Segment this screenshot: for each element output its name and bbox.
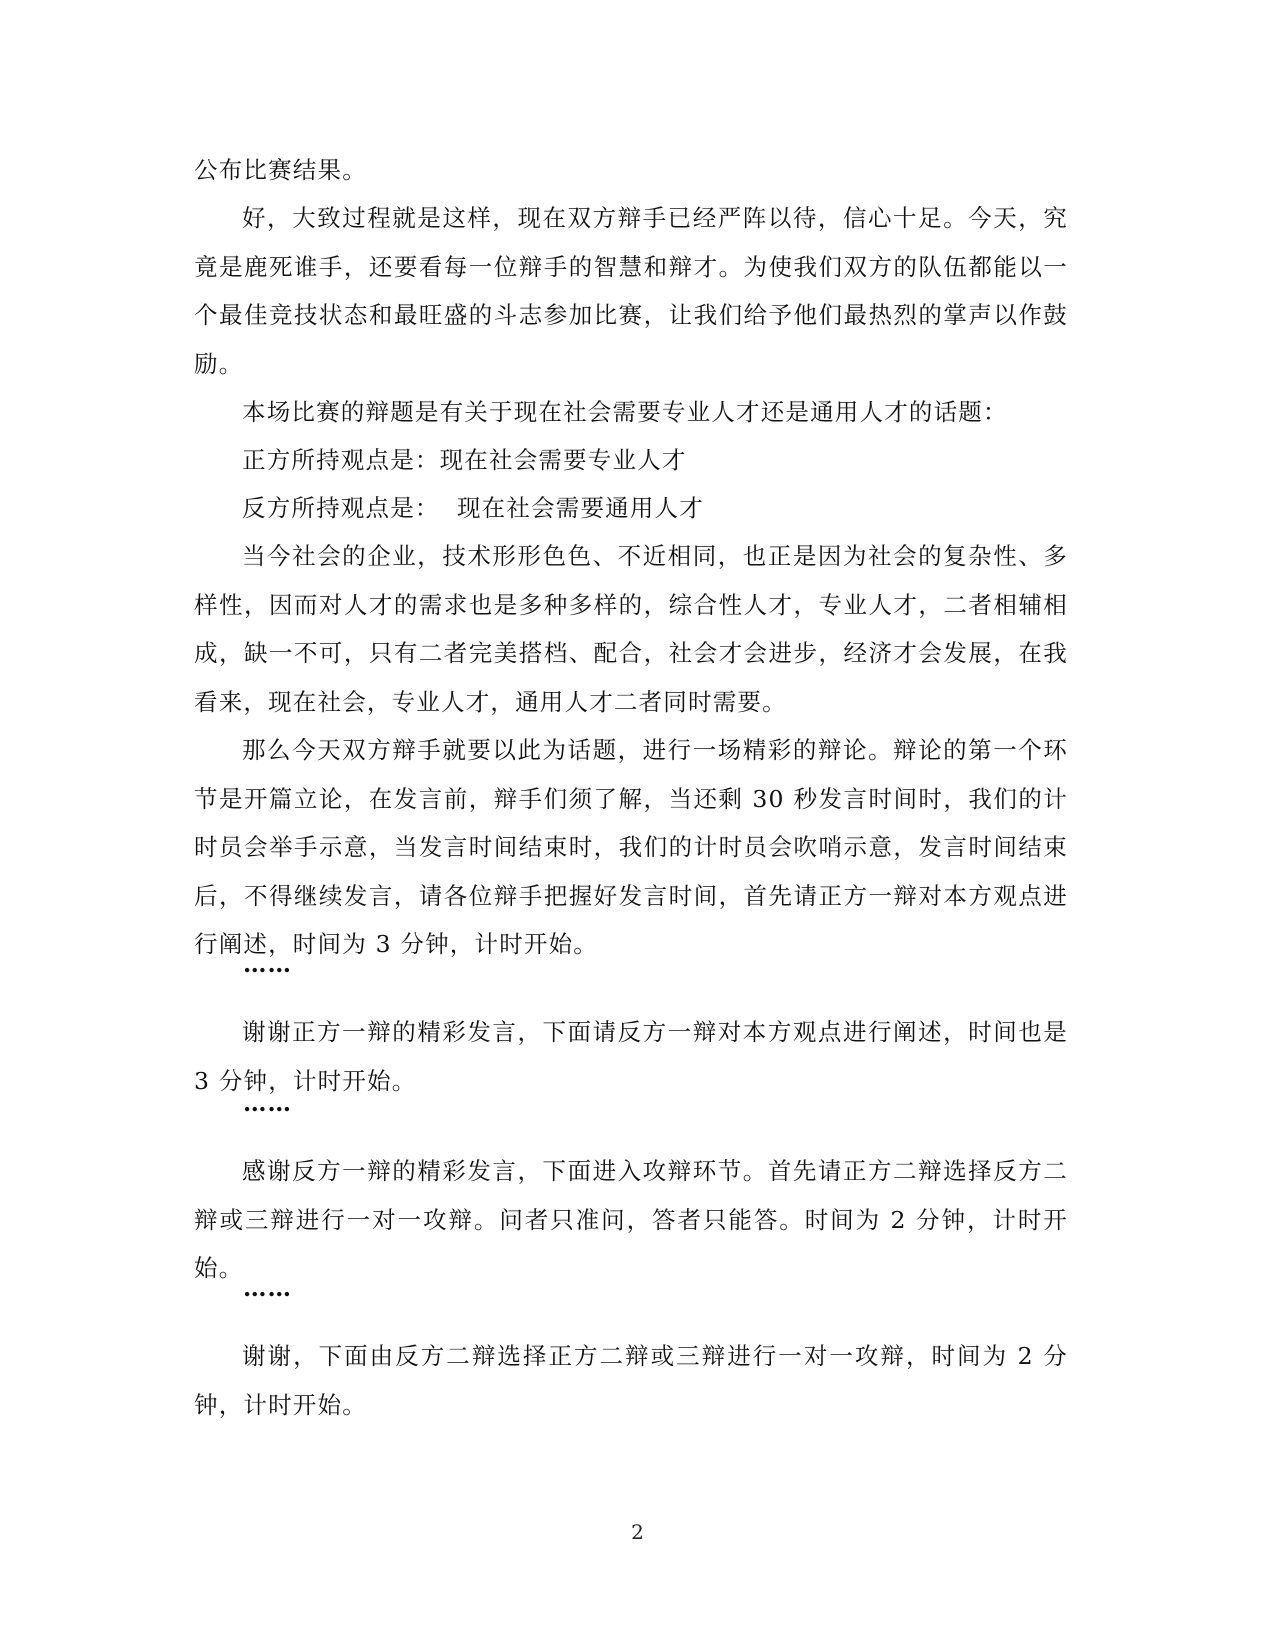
paragraph-topic: 本场比赛的辩题是有关于现在社会需要专业人才还是通用人才的话题： xyxy=(242,398,1008,426)
paragraph-cross-exam-1: 感谢反方一辩的精彩发言，下面进入攻辩环节。首先请正方二辩选择反方二辩或三辩进行一对一攻辩。问者只准问，答者只能答。时间为 2 分钟，计时开始。 xyxy=(194,1157,1068,1282)
ellipsis-1: …… xyxy=(243,950,292,978)
ellipsis-3: …… xyxy=(243,1274,292,1302)
paragraph-rules: 那么今天双方辩手就要以此为话题，进行一场精彩的辩论。辩论的第一个环节是开篇立论，在发言前，辩手们须了解，当还剩 30 秒发言时间时，我们的计时员会举手示意，当发言时间结束时，我们的计时员会吹哨示意，发言时间结束后，不得继续发言，请各位辩手把握好发言时间，首先请正方一辩对本方观点进行阐述，时间为 3 分钟，计时开始。 xyxy=(194,736,1068,958)
paragraph-negative-first: 谢谢正方一辩的精彩发言，下面请反方一辩对本方观点进行阐述，时间也是 3 分钟，计时开始。 xyxy=(194,1018,1077,1095)
paragraph-analysis: 当今社会的企业，技术形形色色、不近相同，也正是因为社会的复杂性、多样性，因而对人才的需求也是多种多样的，综合性人才，专业人才，二者相辅相成，缺一不可，只有二者完美搭档、配合，社会才会进步，经济才会发展，在我看来，现在社会，专业人才，通用人才二者同时需要。 xyxy=(194,542,1068,716)
paragraph-affirmative-view: 正方所持观点是：现在社会需要专业人才 xyxy=(242,446,687,474)
ellipsis-2: …… xyxy=(243,1089,292,1117)
paragraph-negative-view: 反方所持观点是： 现在社会需要通用人才 xyxy=(242,494,704,522)
paragraph-cross-exam-2: 谢谢，下面由反方二辩选择正方二辩或三辩进行一对一攻辩，时间为 2 分钟，计时开始。 xyxy=(194,1342,1068,1419)
paragraph-intro: 好，大致过程就是这样，现在双方辩手已经严阵以待，信心十足。今天，究竟是鹿死谁手，还要看每一位辩手的智慧和辩才。为使我们双方的队伍都能以一个最佳竞技状态和最旺盛的斗志参加比赛，让我们给予他们最热烈的掌声以作鼓励。 xyxy=(194,204,1068,378)
paragraph-result: 公布比赛结果。 xyxy=(194,156,367,184)
page-number: 2 xyxy=(631,1520,644,1544)
